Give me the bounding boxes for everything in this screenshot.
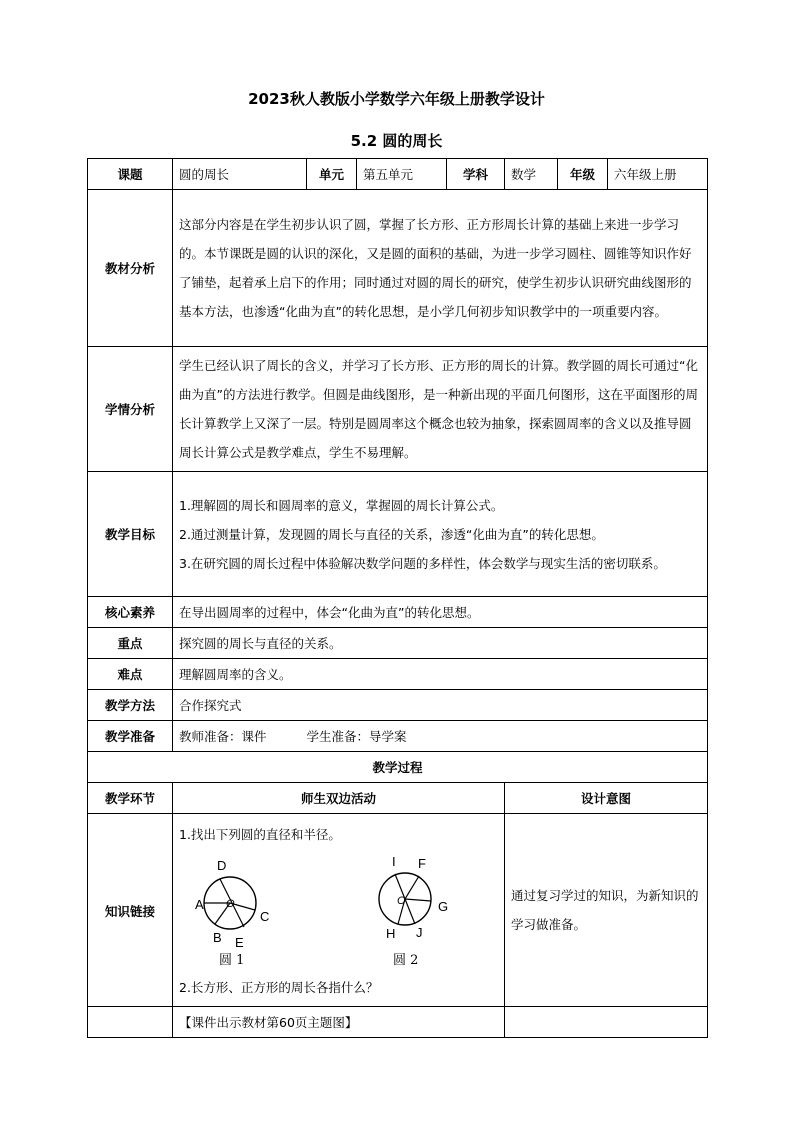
- unit-label: 单元: [307, 159, 357, 190]
- process-col-activity: 师生双边活动: [173, 783, 505, 814]
- topic-label: 课题: [88, 159, 173, 190]
- grade-label: 年级: [558, 159, 608, 190]
- circle-1-point-label: C: [260, 909, 270, 924]
- stage1-intent: 通过复习学过的知识，为新知识的学习做准备。: [505, 814, 708, 1007]
- circle-2-figure: [379, 854, 448, 941]
- circle-1-figure: [195, 858, 269, 950]
- process-col-intent: 设计意图: [505, 783, 708, 814]
- stage2-label: [88, 1007, 173, 1038]
- process-col-stage: 教学环节: [88, 783, 173, 814]
- document-title: 2023秋人教版小学数学六年级上册教学设计: [248, 90, 545, 108]
- stage1-activity: [173, 814, 505, 1007]
- circle-1-point-label: D: [217, 858, 227, 873]
- subject-value: 数学: [505, 159, 558, 190]
- subject-label: 学科: [447, 159, 505, 190]
- core-literacy-text: 在导出圆周率的过程中，体会“化曲为直”的转化思想。: [173, 597, 708, 628]
- textbook-analysis-text: 这部分内容是在学生初步认识了圆，掌握了长方形、正方形周长计算的基础上来进一步学习的。本节课既是圆的认识的深化，又是圆的面积的基础，为进一步学习圆柱、圆锥等知识作好了铺垫，起着承上启下的作用；同时通过对圆的周长的研究，使学生初步认识研究曲线图形的基本方法，也渗透“化曲为直”的转化思想，是小学几何初步知识教学中的一项重要内容。: [173, 190, 708, 347]
- stage1-label: 知识链接: [88, 814, 173, 1007]
- unit-value: 第五单元: [357, 159, 447, 190]
- core-literacy-label: 核心素养: [88, 597, 173, 628]
- difficulty-text: 理解圆周率的含义。: [173, 659, 708, 690]
- circle-1-center-label: O: [226, 898, 235, 910]
- key-point-label: 重点: [88, 628, 173, 659]
- document-subtitle: 5.2 圆的周长: [350, 132, 443, 150]
- circle-1-point-label: A: [195, 897, 204, 912]
- circle-2-point-label: F: [418, 856, 426, 871]
- circle-2-point-label: J: [416, 925, 423, 940]
- topic-value: 圆的周长: [173, 159, 307, 190]
- key-point-text: 探究圆的周长与直径的关系。: [173, 628, 708, 659]
- preparation-label: 教学准备: [88, 721, 173, 752]
- student-analysis-text: 学生已经认识了周长的含义，并学习了长方形、正方形的周长的计算。教学圆的周长可通过“化曲为直”的方法进行教学。但圆是曲线图形，是一种新出现的平面几何图形，这在平面图形的周长计算教学上又深了一层。特别是圆周率这个概念也较为抽象，探索圆周率的含义以及推导圆周长计算公式是教学难点，学生不易理解。: [173, 347, 708, 472]
- objective-item: 3.在研究圆的周长过程中体验解决数学问题的多样性，体会数学与现实生活的密切联系。: [179, 555, 666, 571]
- circle-2-point-label: H: [386, 926, 396, 941]
- circle-2-point-label: G: [438, 899, 449, 914]
- student-preparation: 学生准备：导学案: [306, 728, 407, 744]
- method-text: 合作探究式: [173, 690, 708, 721]
- lesson-plan-table: [87, 158, 708, 1038]
- objective-item: 1.理解圆的周长和圆周率的意义，掌握圆的周长计算公式。: [179, 497, 504, 513]
- objectives-label: 教学目标: [88, 472, 173, 597]
- circle-2-center-label: O: [397, 895, 406, 907]
- header-row: [88, 159, 708, 190]
- method-label: 教学方法: [88, 690, 173, 721]
- circle-1-caption: 圆 1: [219, 953, 245, 968]
- next-row-text: 【课件出示教材第60页主题图】: [173, 1007, 505, 1038]
- stage2-intent: [505, 1007, 708, 1038]
- circle-2-point-label: I: [392, 854, 396, 869]
- objective-item: 2.通过测量计算，发现圆的周长与直径的关系，渗透“化曲为直”的转化思想。: [179, 526, 604, 542]
- circle-1-point-label: E: [235, 935, 244, 950]
- textbook-analysis-label: 教材分析: [88, 190, 173, 347]
- student-analysis-label: 学情分析: [88, 347, 173, 472]
- process-title: 教学过程: [88, 752, 708, 783]
- circle-2-caption: 圆 2: [393, 953, 419, 968]
- preparation-text: [173, 721, 708, 752]
- stage1-question-1: 1.找出下列圆的直径和半径。: [179, 827, 341, 842]
- grade-value: 六年级上册: [608, 159, 708, 190]
- stage1-question-2: 2.长方形、正方形的周长各指什么？: [179, 980, 379, 995]
- teacher-preparation: 教师准备：课件: [179, 728, 267, 744]
- circle-1-point-label: B: [213, 930, 222, 945]
- circle-figures: [179, 849, 498, 973]
- difficulty-label: 难点: [88, 659, 173, 690]
- objectives-list: [173, 472, 708, 597]
